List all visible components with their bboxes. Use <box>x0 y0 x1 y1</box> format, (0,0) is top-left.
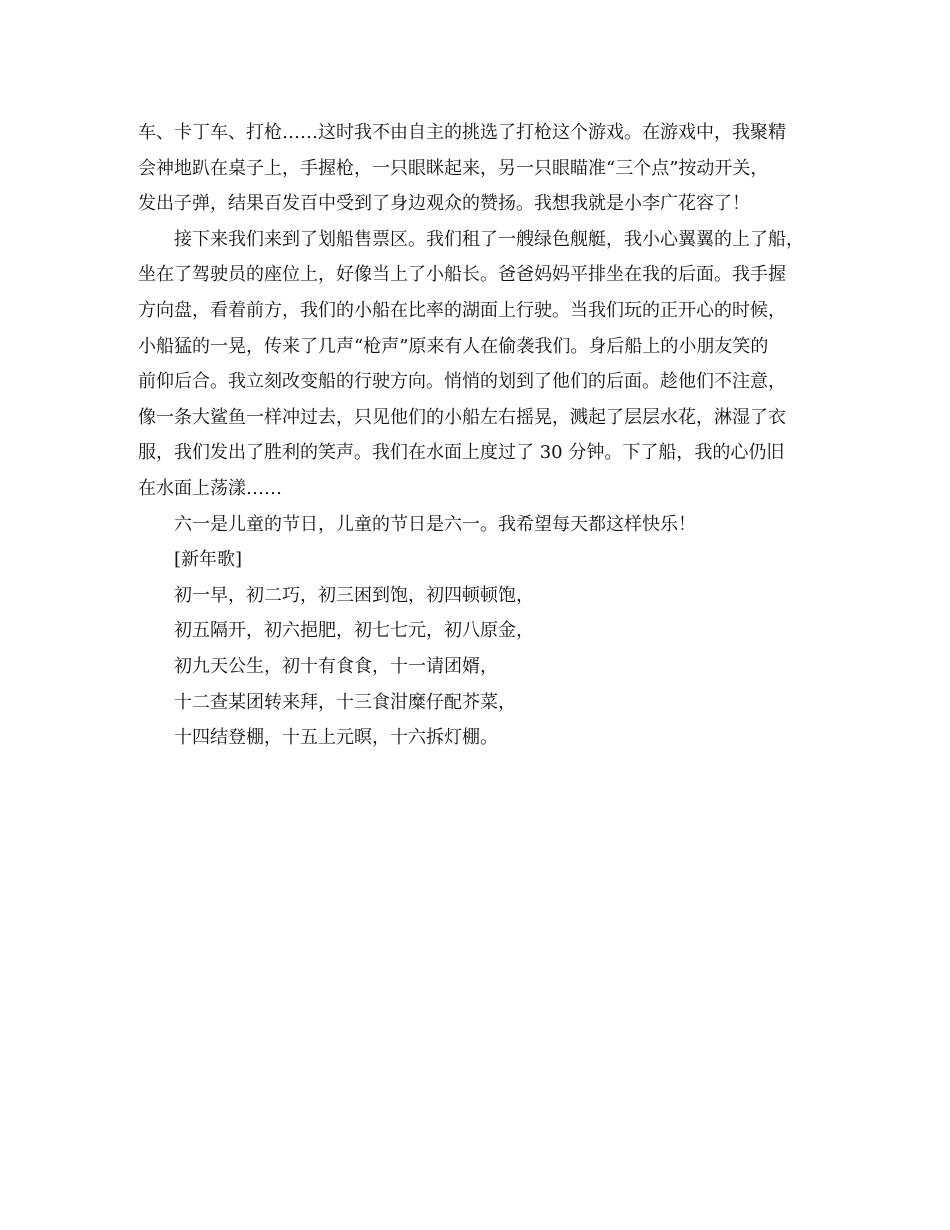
song-line-5: 十四结登棚，十五上元暝，十六拆灯棚。 <box>174 727 498 749</box>
paragraph-3: 六一是儿童的节日，儿童的节日是六一。我希望每天都这样快乐！ <box>174 513 696 535</box>
song-title: [新年歌] <box>174 549 243 571</box>
paragraph-2-line-2: 坐在了驾驶员的座位上，好像当上了小船长。爸爸妈妈平排坐在我的后面。我手握 <box>138 264 786 286</box>
paragraph-1-line-2: 会神地趴在桌子上，手握枪，一只眼眯起来，另一只眼瞄准“三个点”按动开关， <box>138 157 769 179</box>
paragraph-2-line-3: 方向盘，看着前方，我们的小船在比率的湖面上行驶。当我们玩的正开心的时候， <box>138 299 786 321</box>
paragraph-2-line-5: 前仰后合。我立刻改变船的行驶方向。悄悄的划到了他们的后面。趁他们不注意， <box>138 371 786 393</box>
paragraph-2-line-8: 在水面上荡漾…… <box>138 477 282 499</box>
paragraph-1-line-1: 车、卡丁车、打枪……这时我不由自主的挑选了打枪这个游戏。在游戏中，我聚精 <box>138 122 786 143</box>
song-line-2: 初五隔开，初六挹肥，初七七元，初八原金， <box>174 620 534 642</box>
paragraph-2-line-4: 小船猛的一晃，传来了几声“枪声”原来有人在偷袭我们。身后船上的小朋友笑的 <box>138 335 769 357</box>
song-line-3: 初九天公生，初十有食食，十一请团婿， <box>174 655 498 677</box>
paragraph-2-line-7: 服，我们发出了胜利的笑声。我们在水面上度过了 30 分钟。下了船，我的心仍旧 <box>138 442 785 464</box>
paragraph-1-line-3: 发出子弹，结果百发百中受到了身边观众的赞扬。我想我就是小李广花容了！ <box>138 193 750 215</box>
song-line-1: 初一早，初二巧，初三困到饱，初四顿顿饱， <box>174 584 534 606</box>
song-line-4: 十二查某团转来拜，十三食泔糜仔配芥菜， <box>174 691 516 713</box>
document-body <box>138 115 828 756</box>
paragraph-2-line-1: 接下来我们来到了划船售票区。我们租了一艘绿色舰艇，我小心翼翼的上了船， <box>174 228 804 250</box>
paragraph-2-line-6: 像一条大鲨鱼一样冲过去，只见他们的小船左右摇晃，溅起了层层水花，淋湿了衣 <box>138 406 786 428</box>
